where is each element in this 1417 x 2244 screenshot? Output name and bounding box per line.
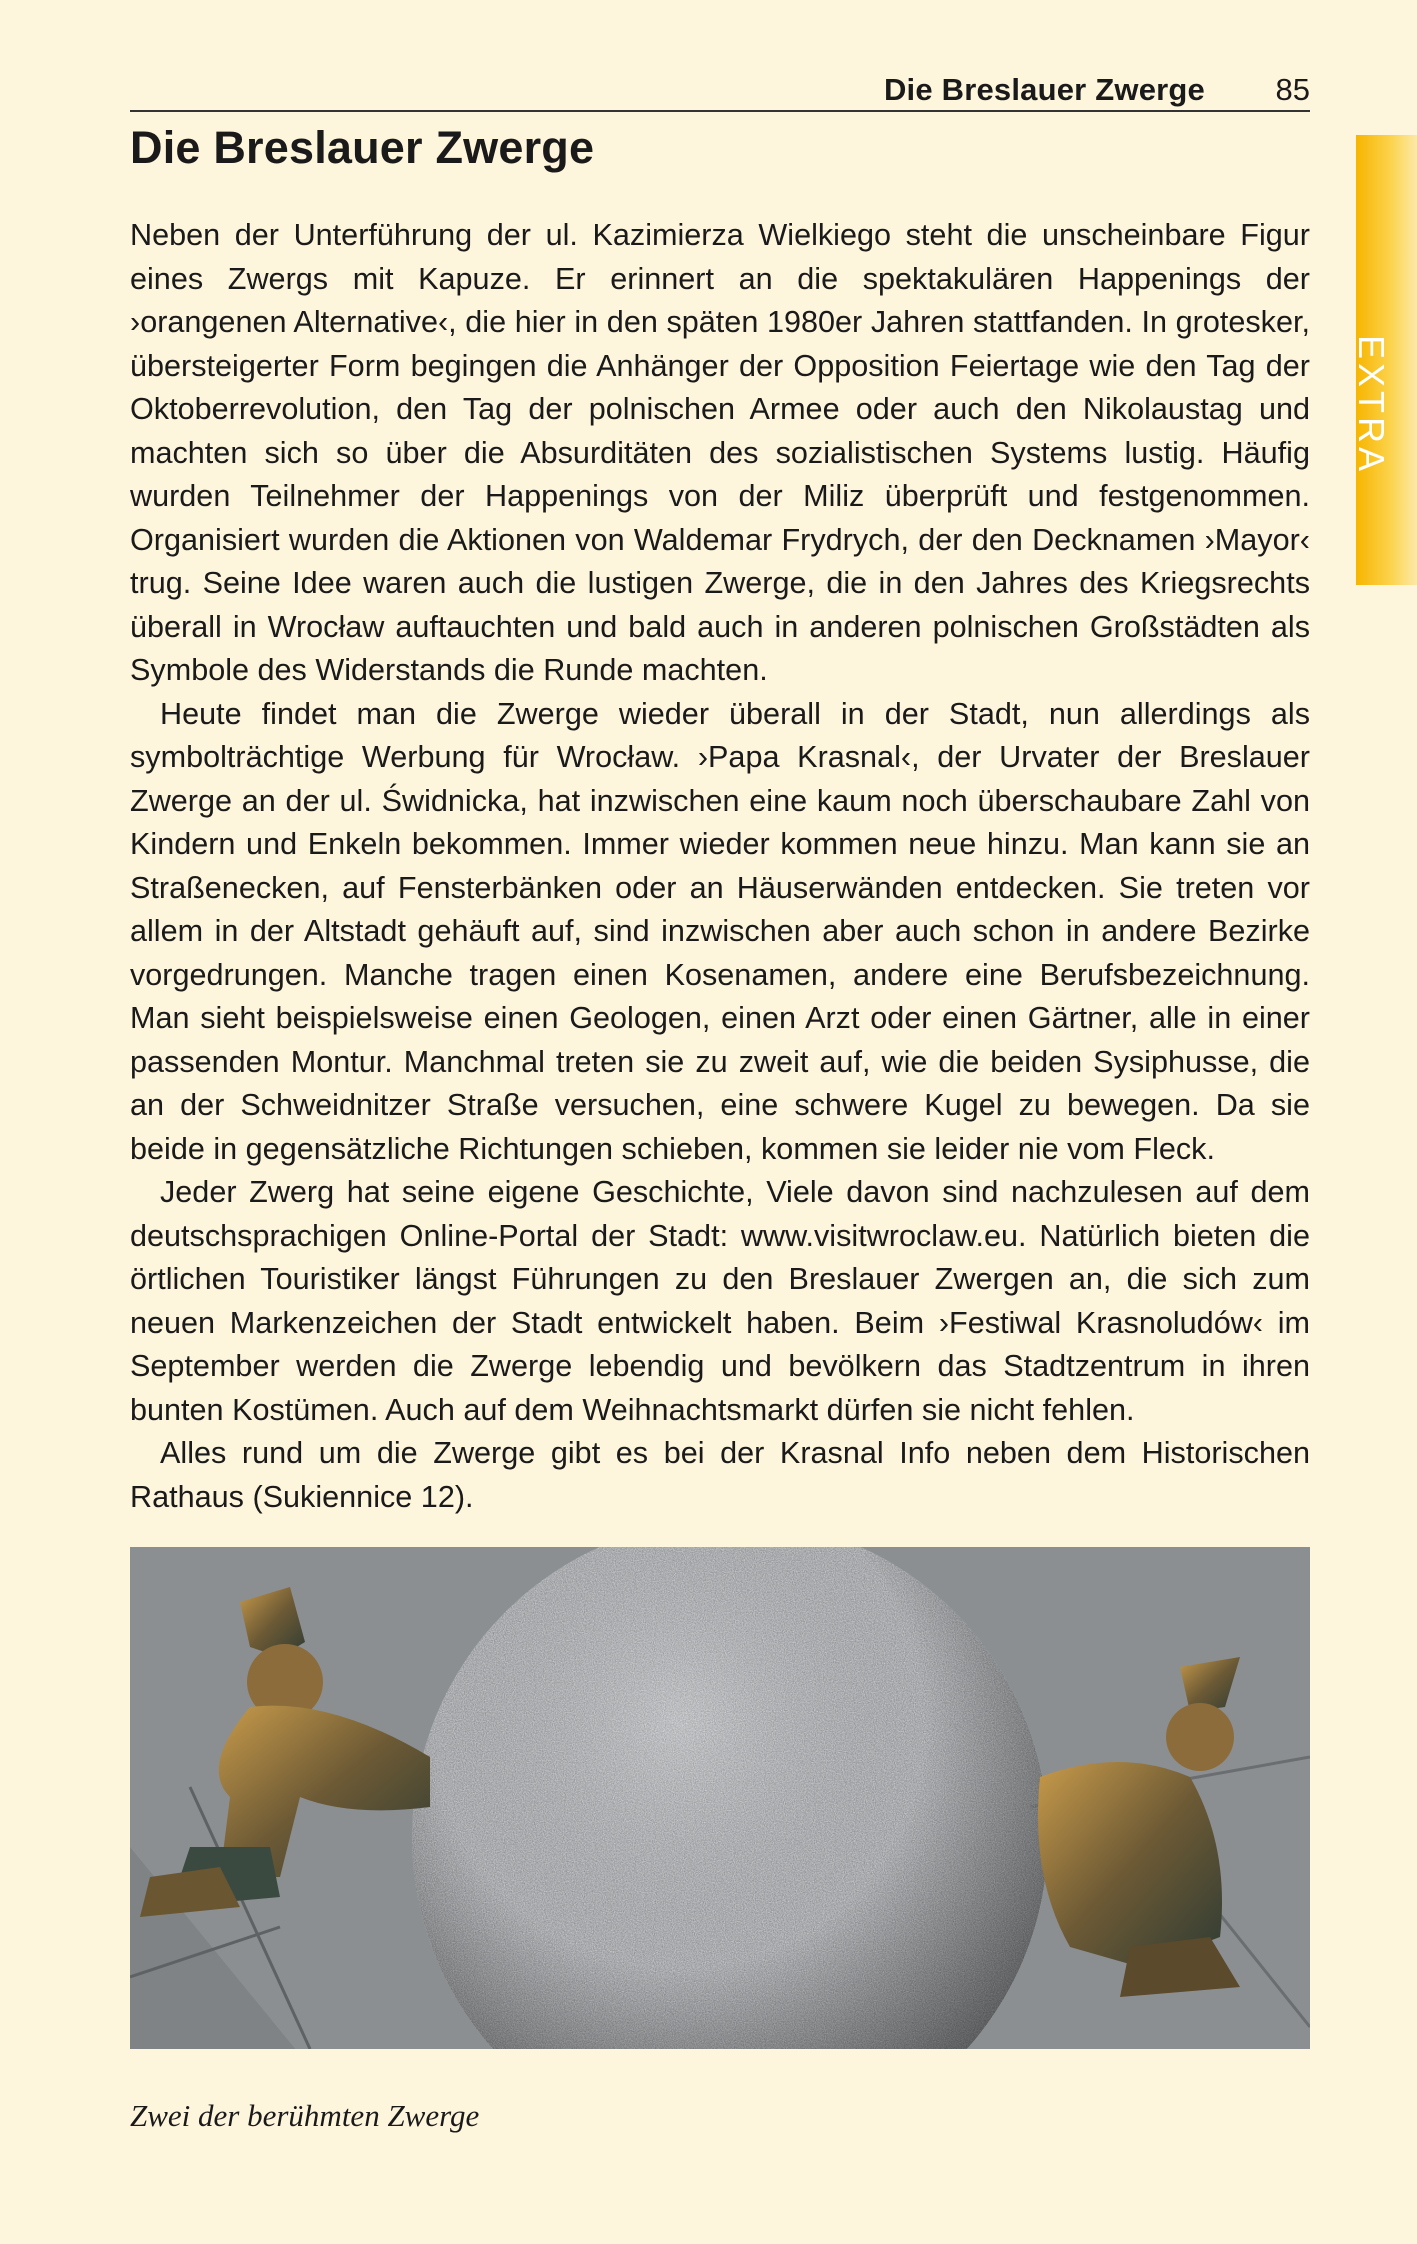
running-head-title: Die Breslauer Zwerge — [883, 72, 1205, 107]
dwarf-photo — [130, 1547, 1310, 2049]
figure-caption: Zwei der berühmten Zwerge — [130, 2098, 480, 2133]
extra-section-label: EXTRA — [1351, 334, 1392, 476]
paragraph-4: Alles rund um die Zwerge gibt es bei der Krasnal Info neben dem Historischen Rathaus (Sukiennice 12). — [130, 1436, 1310, 1514]
paragraph-3: Jeder Zwerg hat seine eigene Geschichte, Viele davon sind nachzulesen auf dem deutschsprachigen Online-Portal der Stadt: www.visitwroclaw.eu. Natürlich bieten die örtlichen Touristiker längst Führungen zu den Breslauer Zwergen an, die sich zum neuen Markenzeichen der Stadt entwickelt haben. Beim ›Festiwal Krasnoludów‹ im September werden die Zwerge lebendig und bevölkern das Stadtzentrum in ihren bunten Kostümen. Auch auf dem Weihnachtsmarkt dürfen sie nicht fehlen. — [130, 1175, 1310, 1427]
page-number: 85 — [1275, 72, 1310, 107]
paragraph-2: Heute findet man die Zwerge wieder überall in der Stadt, nun allerdings als symbolträchtige Werbung für Wrocław. ›Papa Krasnal‹, der Urvater der Breslauer Zwerge an der ul. Świdnicka, hat inzwischen eine kaum noch überschaubare Zahl von Kindern und Enkeln bekommen. Immer wieder kommen neue hinzu. Man kann sie an Straßenecken, auf Fensterbänken oder an Häuserwänden entdecken. Sie treten vor allem in der Altstadt gehäuft auf, sind inzwischen aber auch schon in andere Bezirke vorgedrungen. Manche tragen einen Kosenamen, andere eine Berufsbezeichnung. Man sieht beispielsweise einen Geologen, einen Arzt oder einen Gärtner, alle in einer passenden Montur. Manchmal treten sie zu zweit auf, wie die beiden Sysiphusse, die an der Schweidnitzer Straße versuchen, eine schwere Kugel zu bewegen. Da sie beide in gegensätzliche Richtungen schieben, kommen sie leider nie vom Fleck. — [130, 696, 1310, 1166]
running-head — [130, 68, 1310, 112]
article-body — [130, 214, 1310, 1519]
paragraph-1: Neben der Unterführung der ul. Kazimierza Wielkiego steht die unscheinbare Figur eines Zwergs mit Kapuze. Er erinnert an die spektakulären Happenings der ›orangenen Alternative‹, die hier in den späten 1980er Jahren stattfanden. In grotesker, übersteigerter Form begingen die Anhänger der Opposition Feiertage wie den Tag der Oktoberrevolution, den Tag der polnischen Armee oder auch den Nikolaustag und machten sich so über die Absurditäten des sozialistischen Systems lustig. Häufig wurden Teilnehmer der Happenings von der Miliz überprüft und festgenommen. Organisiert wurden die Aktionen von Waldemar Frydrych, der den Decknamen ›Mayor‹ trug. Seine Idee waren auch die lustigen Zwerge, die in den Jahres des Kriegsrechts überall in Wrocław auftauchten und bald auch in anderen polnischen Großstädten als Symbole des Widerstands die Runde machten. — [130, 218, 1310, 687]
page-title: Die Breslauer Zwerge — [130, 122, 595, 173]
